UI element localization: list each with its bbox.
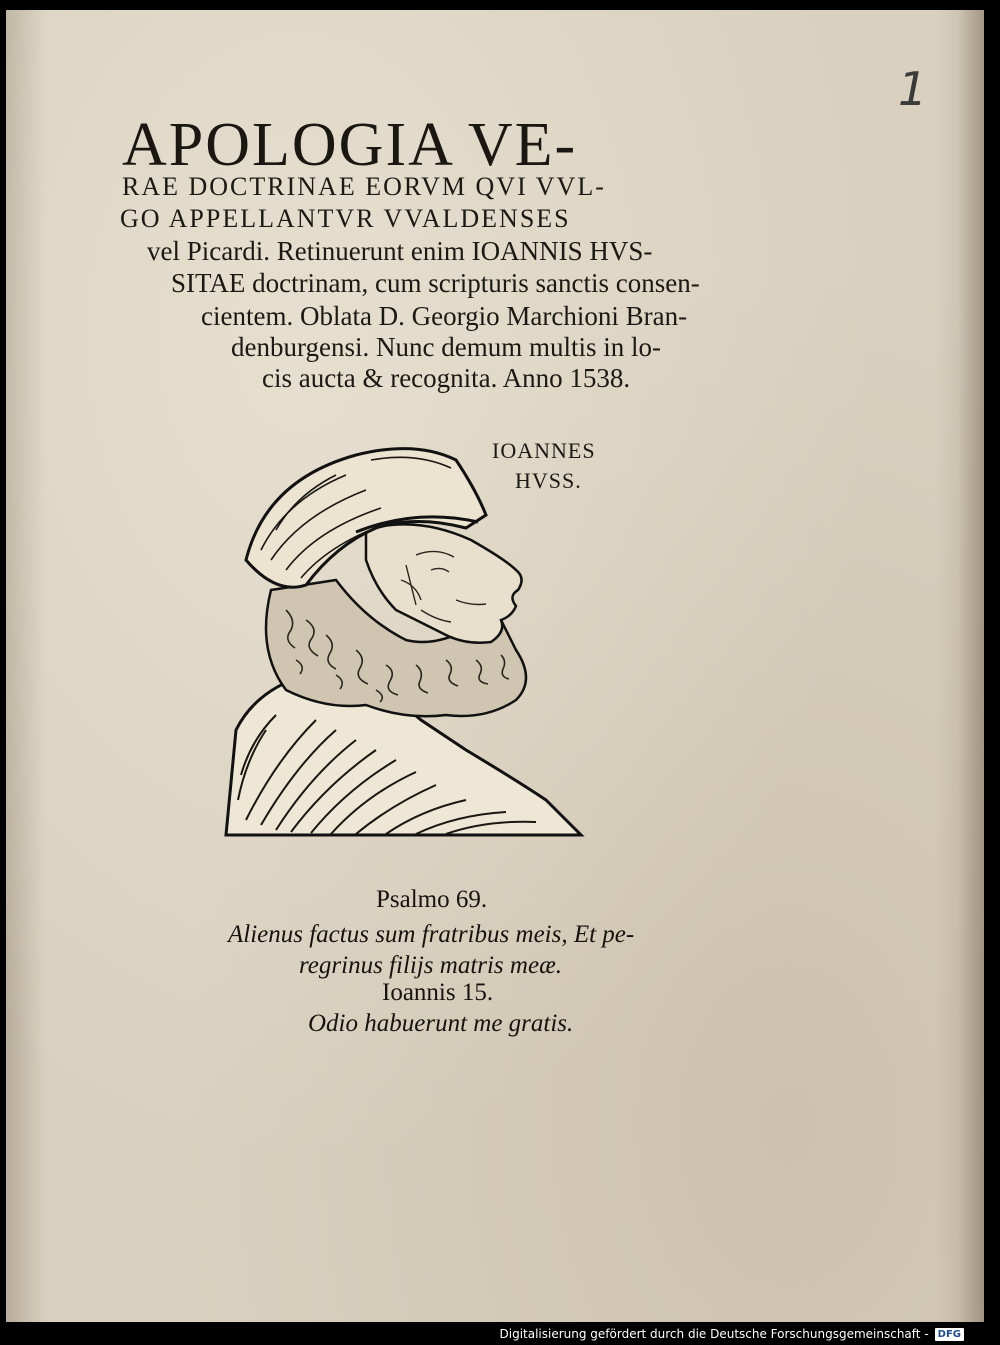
title-line-7: denburgensi. Nunc demum multis in lo-: [231, 332, 661, 362]
title-heading: APOLOGIA VE-: [122, 111, 578, 179]
epigraph-line-1: Alienus factus sum fratribus meis, Et pe-: [228, 921, 635, 948]
funding-text: Digitalisierung gefördert durch die Deutsche Forschungsgemeinschaft -: [499, 1327, 929, 1341]
portrait-caption-surname: HVSS.: [515, 468, 582, 493]
folio-number: 1: [898, 62, 928, 116]
epigraph-psalm-reference: Psalmo 69.: [376, 886, 488, 913]
book-page: [6, 10, 984, 1322]
epigraph-line-2: regrinus filijs matris meæ.: [299, 952, 562, 979]
portrait-caption-name: IOANNES: [492, 438, 596, 463]
title-line-4: vel Picardi. Retinuerunt enim IOANNIS HVS-: [147, 236, 653, 266]
title-line-2: RAE DOCTRINAE EORVM QVI VVL-: [122, 172, 606, 201]
epigraph-line-3: Odio habuerunt me gratis.: [308, 1010, 574, 1037]
woodcut-portrait-image: [216, 420, 596, 850]
title-line-8: cis aucta & recognita. Anno 1538.: [262, 363, 631, 393]
page-edge-shadow: [958, 10, 984, 1322]
epigraph-john-reference: Ioannis 15.: [382, 979, 494, 1006]
title-line-5: SITAE doctrinam, cum scripturis sanctis consen-: [171, 268, 700, 298]
dfg-logo: DFG: [935, 1328, 964, 1341]
title-line-3: GO APPELLANTVR VVALDENSES: [120, 204, 571, 233]
title-line-6: cientem. Oblata D. Georgio Marchioni Bran-: [201, 301, 688, 331]
funding-footer: [500, 1327, 965, 1341]
